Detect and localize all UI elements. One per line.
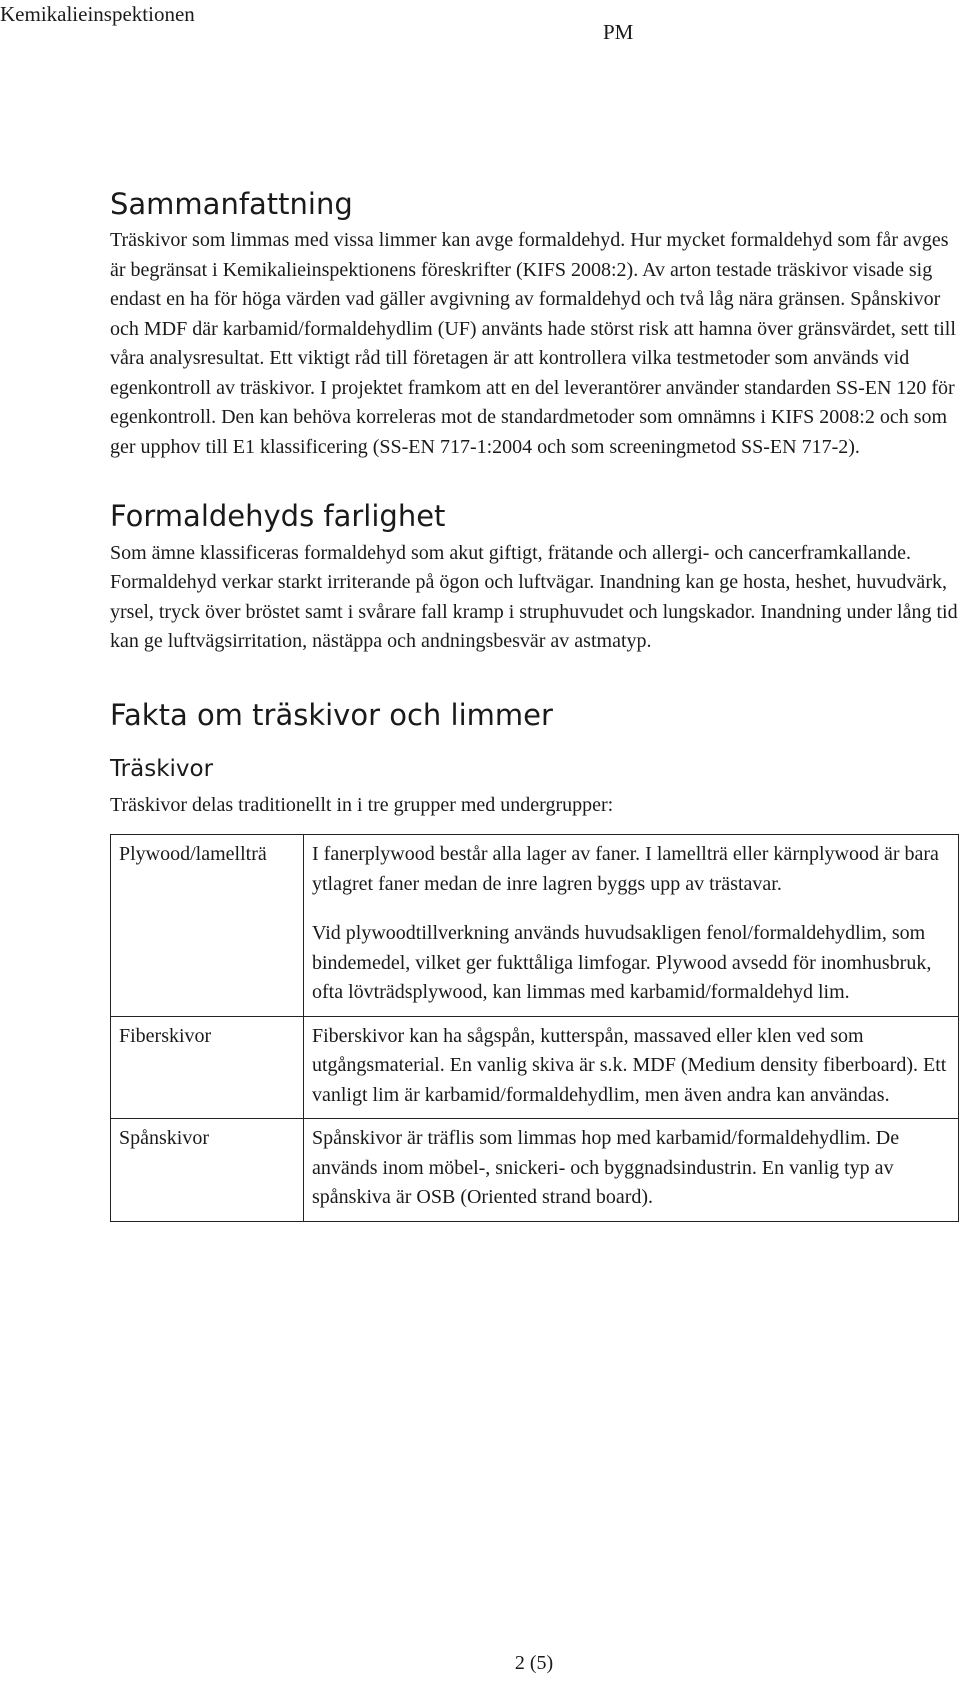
- description-paragraph: Fiberskivor kan ha sågspån, kutterspån, massaved eller klen ved som utgångsmaterial. En vanlig skiva är s.k. MDF (Medium density fiberboard). Ett vanligt lim är karbamid/formaldehydlim, men även andra kan användas.: [312, 1024, 947, 1106]
- section-farlighet: [110, 498, 960, 656]
- board-type-description: [304, 835, 959, 1017]
- description-paragraph: Spånskivor är träflis som limmas hop med karbamid/formaldehydlim. De används inom möbel-, snickeri- och byggnadsindustrin. En vanlig typ av spånskiva är OSB (Oriented strand board).: [312, 1127, 900, 1209]
- section-traskivor: [110, 755, 960, 1222]
- board-types-table: [110, 834, 959, 1222]
- paragraph-traskivor-intro: Träskivor delas traditionellt in i tre grupper med undergrupper:: [110, 793, 614, 816]
- paragraph-farlighet: Som ämne klassificeras formaldehyd som akut giftigt, frätande och allergi- och cancerframkallande. Formaldehyd verkar starkt irriterande på ögon och luftvägar. Inandning kan ge hosta, heshet, huvudvärk, yrsel, tryck över bröstet samt i svårare fall kramp i struphuvudet och lungskador. Inandning under lång tid kan ge luftvägsirritation, nästäppa och andningsbesvär av astmatyp.: [110, 541, 958, 652]
- description-paragraph: I fanerplywood består alla lager av faner. I lamellträ eller kärnplywood är bara ytlagret faner medan de inre lagren byggs upp av trästavar.: [312, 843, 939, 895]
- document-body: [110, 186, 960, 1222]
- heading-fakta: Fakta om träskivor och limmer: [110, 697, 553, 732]
- table-row: [111, 1119, 959, 1222]
- board-type-name: Plywood/lamellträ: [111, 835, 304, 1017]
- heading-traskivor: Träskivor: [110, 755, 214, 782]
- heading-farlighet: Formaldehyds farlighet: [110, 499, 446, 534]
- board-type-description: [304, 1119, 959, 1222]
- header-organization: Kemikalieinspektionen: [0, 2, 195, 26]
- table-row: [111, 835, 959, 1017]
- description-paragraph: Vid plywoodtillverkning används huvudsakligen fenol/formaldehydlim, som bindemedel, vilket ger fukttåliga limfogar. Plywood avsedd för inomhusbruk, ofta lövträdsplywood, kan limmas med karbamid/formaldehyd lim.: [312, 922, 932, 1004]
- section-sammanfattning: [110, 186, 960, 462]
- table-row: [111, 1016, 959, 1119]
- board-type-name: Spånskivor: [111, 1119, 304, 1222]
- paragraph-sammanfattning: Träskivor som limmas med vissa limmer kan avge formaldehyd. Hur mycket formaldehyd som får avges är begränsat i Kemikalieinspektionens föreskrifter (KIFS 2008:2). Av arton testade träskivor visade sig endast en ha för höga värden vad gäller avgivning av formaldehyd och två låg nära gränsen. Spånskivor och MDF där karbamid/formaldehydlim (UF) använts hade störst risk att hamna över gränsvärdet, sett till våra analysresultat. Ett viktigt råd till företagen är att kontrollera vilka testmetoder som används vid egenkontroll av träskivor. I projektet framkom att en del leverantörer använder standarden SS-EN 120 för egenkontroll. Den kan behöva korreleras mot de standardmetoder som omnämns i KIFS 2008:2 och som ger upphov till E1 klassificering (SS-EN 717-1:2004 och som screeningmetod SS-EN 717-2).: [110, 229, 956, 458]
- heading-sammanfattning: Sammanfattning: [110, 187, 353, 221]
- board-type-name: Fiberskivor: [111, 1016, 304, 1119]
- page-number: 2 (5): [514, 1652, 554, 1674]
- header-doc-type: PM: [603, 20, 634, 44]
- section-fakta: [110, 697, 960, 733]
- board-type-description: [304, 1016, 959, 1119]
